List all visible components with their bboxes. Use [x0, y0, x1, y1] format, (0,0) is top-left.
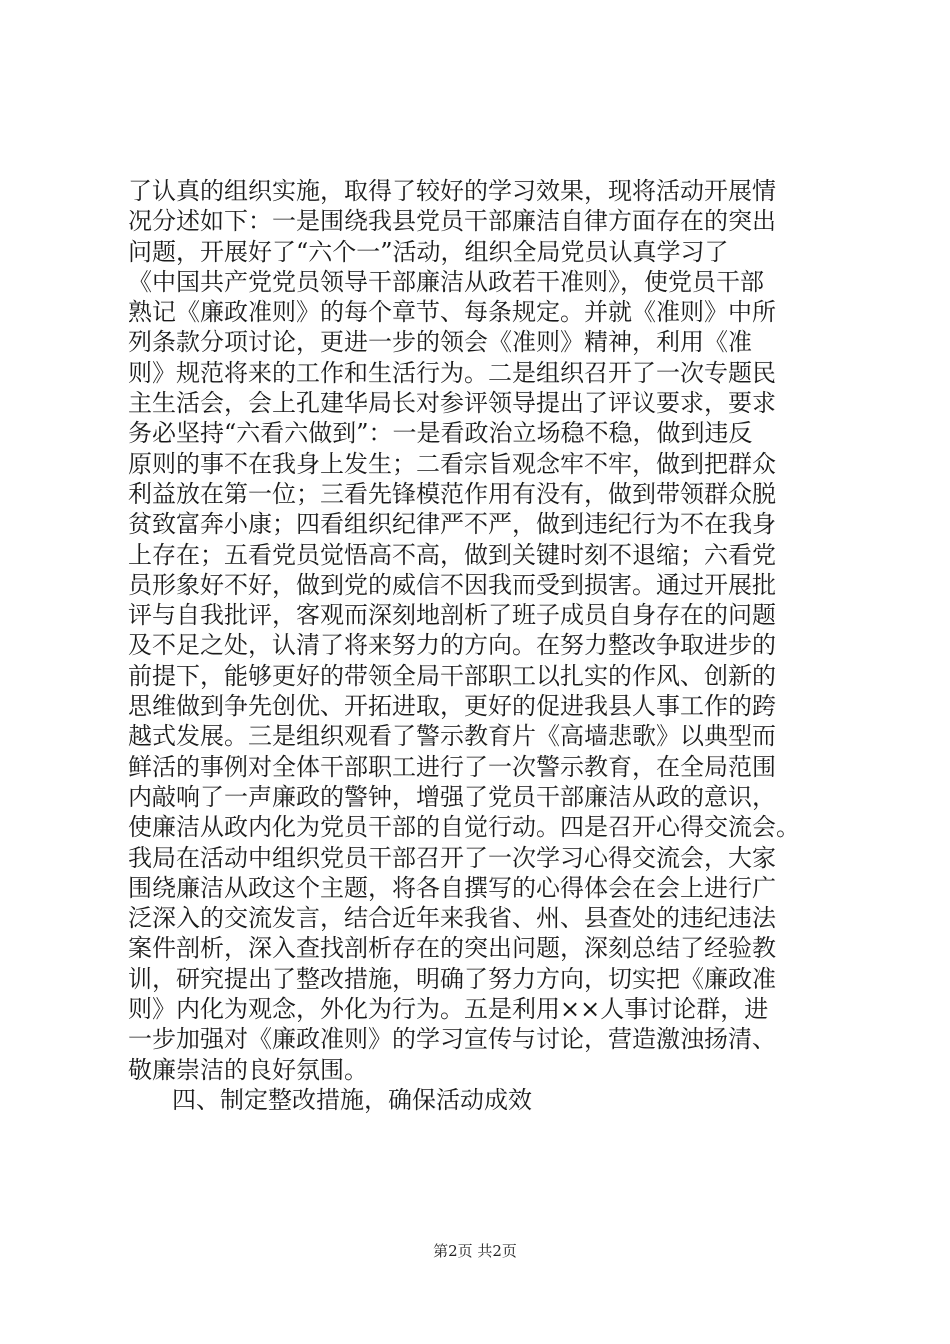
text-line: 上存在；五看党员觉悟高不高，做到关键时刻不退缩；六看党: [128, 540, 776, 569]
text-line: 泛深入的交流发言，结合近年来我省、州、县查处的违纪违法: [128, 904, 776, 933]
text-line: 前提下，能够更好的带领全局干部职工以扎实的作风、创新的: [128, 661, 776, 690]
text-line: 训，研究提出了整改措施，明确了努力方向，切实把《廉政准: [128, 964, 776, 993]
text-line: 一步加强对《廉政准则》的学习宣传与讨论，营造激浊扬清、: [128, 1025, 776, 1054]
text-line: 了认真的组织实施，取得了较好的学习效果，现将活动开展情: [128, 177, 776, 205]
text-line: 及不足之处，认清了将来努力的方向。在努力整改争取进步的: [128, 631, 776, 660]
text-line: 列条款分项讨论，更进一步的领会《准则》精神，利用《准: [128, 328, 752, 357]
text-line: 况分述如下：一是围绕我县党员干部廉洁自律方面存在的突出: [128, 207, 776, 236]
text-line: 鲜活的事例对全体干部职工进行了一次警示教育，在全局范围: [128, 752, 776, 781]
text-line: 《中国共产党党员领导干部廉洁从政若干准则》，使党员干部: [128, 267, 764, 296]
text-line: 评与自我批评，客观而深刻地剖析了班子成员自身存在的问题: [128, 601, 776, 630]
text-line: 贫致富奔小康；四看组织纪律严不严，做到违纪行为不在我身: [128, 510, 776, 539]
text-line: 利益放在第一位；三看先锋模范作用有没有，做到带领群众脱: [128, 479, 776, 508]
text-line: 我局在活动中组织党员干部召开了一次学习心得交流会，大家: [128, 843, 776, 872]
text-line: 围绕廉洁从政这个主题，将各自撰写的心得体会在会上进行广: [128, 873, 776, 902]
section-heading: 四、制定整改措施，确保活动成效: [172, 1085, 532, 1114]
body-paragraph: [128, 176, 828, 1115]
text-line: 越式发展。三是组织观看了警示教育片《高墙悲歌》以典型而: [128, 722, 776, 751]
text-line: 则》规范将来的工作和生活行为。二是组织召开了一次专题民: [128, 358, 776, 387]
text-line: 案件剖析，深入查找剖析存在的突出问题，深刻总结了经验教: [128, 934, 776, 963]
text-line: 主生活会，会上孔建华局长对参评领导提出了评议要求，要求: [128, 389, 776, 418]
text-line: 使廉洁从政内化为党员干部的自觉行动。四是召开心得交流会。: [128, 813, 800, 842]
text-line: 问题，开展好了“六个一”活动，组织全局党员认真学习了: [128, 237, 729, 266]
text-line: 员形象好不好，做到党的威信不因我而受到损害。通过开展批: [128, 570, 776, 599]
text-line: 内敲响了一声廉政的警钟，增强了党员干部廉洁从政的意识，: [128, 782, 776, 811]
text-line: 熟记《廉政准则》的每个章节、每条规定。并就《准则》中所: [128, 298, 776, 327]
text-line: 则》内化为观念，外化为行为。五是利用××人事讨论群，进: [128, 995, 769, 1024]
text-line: 思维做到争先创优、开拓进取，更好的促进我县人事工作的跨: [128, 692, 776, 721]
text-line: 敬廉崇洁的良好氛围。: [128, 1055, 368, 1084]
page-footer: 第2页 共2页: [433, 1242, 517, 1260]
text-line: 务必坚持“六看六做到”：一是看政治立场稳不稳，做到违反: [128, 419, 753, 448]
text-line: 原则的事不在我身上发生；二看宗旨观念牢不牢，做到把群众: [128, 449, 776, 478]
